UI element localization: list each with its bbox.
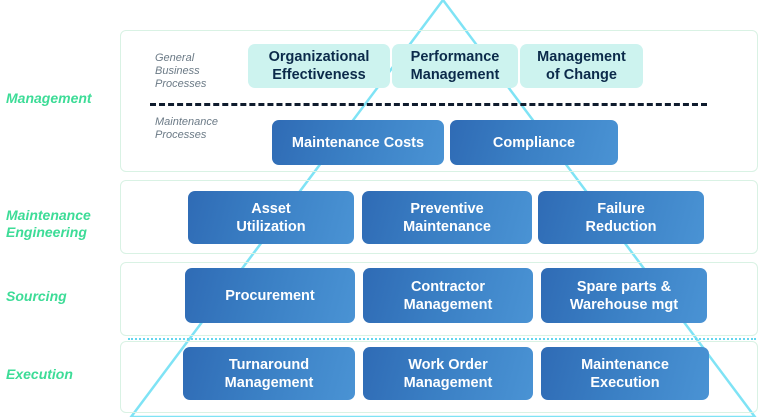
tier-label-line-2: Engineering	[6, 224, 87, 240]
box-line-2: Reduction	[585, 218, 657, 235]
box-line-1: Failure	[597, 200, 645, 217]
box-maintenance-costs[interactable]	[272, 120, 444, 165]
box-compliance[interactable]	[450, 120, 618, 165]
caption-line-2: Business	[155, 65, 200, 77]
box-line-2: Management	[403, 296, 493, 313]
tier-label-maintenance-engineering	[6, 207, 118, 241]
tier-label-sourcing: Sourcing	[6, 288, 67, 304]
box-spare-parts-warehouse-mgt[interactable]	[541, 268, 707, 323]
box-line-2: Warehouse mgt	[569, 296, 679, 313]
caption-line-3: Processes	[155, 78, 207, 90]
box-line-2: Utilization	[236, 218, 306, 235]
box-line-1: Maintenance	[581, 356, 669, 373]
box-line-1: Contractor	[410, 278, 486, 295]
box-line-1: Performance	[410, 49, 500, 65]
box-line-1: Maintenance Costs	[291, 134, 425, 151]
box-line-1: Preventive	[410, 200, 484, 217]
caption-general-business-processes	[155, 52, 235, 91]
box-turnaround-management[interactable]	[183, 347, 355, 400]
box-line-1: Organizational	[268, 49, 370, 65]
box-line-1: Work Order	[408, 356, 488, 373]
tier-label-management: Management	[6, 90, 92, 106]
tier-label-execution: Execution	[6, 366, 73, 382]
caption-line-1: Maintenance	[155, 116, 218, 128]
box-line-2: Maintenance	[403, 218, 491, 235]
box-procurement[interactable]	[185, 268, 355, 323]
box-failure-reduction[interactable]	[538, 191, 704, 244]
box-line-1: Management	[537, 49, 626, 65]
box-maintenance-execution[interactable]	[541, 347, 709, 400]
box-line-2: Effectiveness	[272, 67, 366, 83]
caption-line-1: General	[155, 52, 195, 64]
box-line-2: Management	[403, 374, 493, 391]
caption-line-2: Processes	[155, 129, 207, 141]
divider-dotted-execution	[128, 338, 756, 340]
box-preventive-maintenance[interactable]	[362, 191, 532, 244]
box-line-1: Procurement	[225, 287, 315, 304]
box-asset-utilization[interactable]	[188, 191, 354, 244]
box-line-2: of Change	[546, 67, 617, 83]
box-organizational-effectiveness[interactable]	[248, 44, 390, 88]
box-contractor-management[interactable]	[363, 268, 533, 323]
box-performance-management[interactable]	[392, 44, 518, 88]
box-work-order-management[interactable]	[363, 347, 533, 400]
box-line-2: Management	[224, 374, 314, 391]
box-management-of-change[interactable]	[520, 44, 643, 88]
box-line-1: Compliance	[492, 134, 576, 151]
box-line-1: Spare parts &	[576, 278, 672, 295]
box-line-2: Execution	[590, 374, 660, 391]
caption-maintenance-processes	[155, 116, 245, 142]
box-line-1: Turnaround	[228, 356, 310, 373]
tier-label-line-1: Maintenance	[6, 207, 91, 223]
divider-dashed-management	[150, 103, 707, 106]
box-line-1: Asset	[251, 200, 291, 217]
box-line-2: Management	[410, 67, 500, 83]
